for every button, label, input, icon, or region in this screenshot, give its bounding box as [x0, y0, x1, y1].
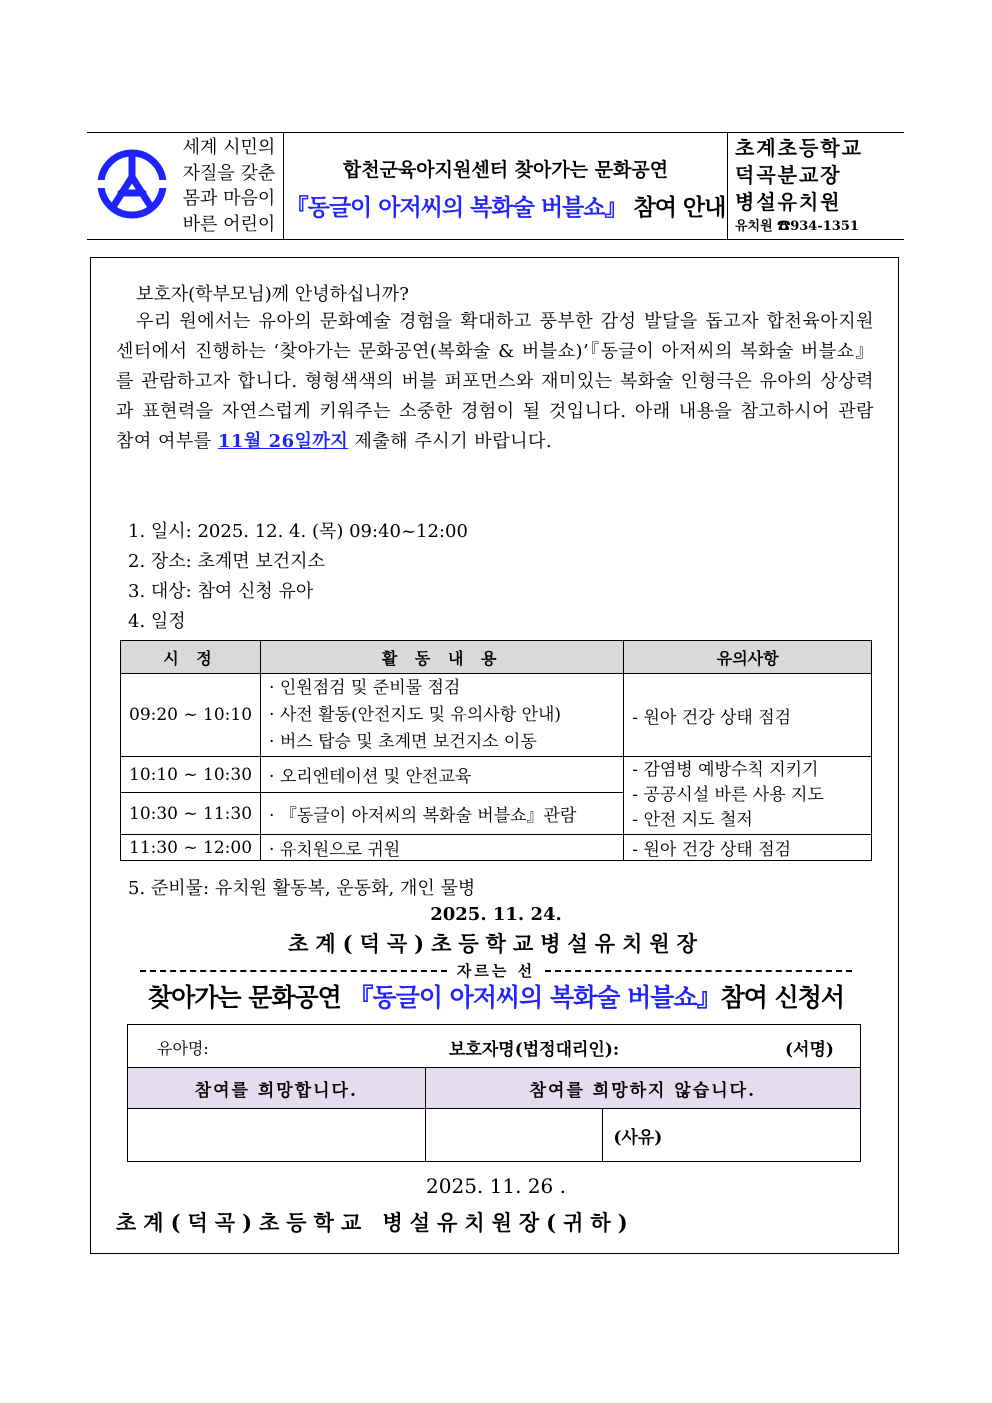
detail-schedule: 4. 일정 — [128, 611, 186, 632]
school-emblem-icon — [95, 147, 169, 221]
form-answer-row — [128, 1109, 861, 1162]
time-cell: 11:30 ~ 12:00 — [121, 835, 261, 861]
option-yes-header: 참여를 희망합니다. — [128, 1068, 426, 1109]
form-title — [0, 978, 992, 1014]
notes-cell: - 원아 건강 상태 점검 — [624, 835, 872, 861]
letter-body — [116, 307, 874, 457]
activity-line: · 사전 활동(안전지도 및 유의사항 안내) — [269, 704, 562, 725]
activity-cell: · 오리엔테이션 및 안전교육 — [261, 757, 624, 793]
divider — [727, 133, 728, 239]
activity-line: · 버스 탑승 및 초계면 보건지소 이동 — [269, 731, 537, 752]
form-info-row — [128, 1025, 861, 1068]
option-yes-field[interactable] — [128, 1109, 426, 1162]
document-header — [87, 132, 904, 240]
divider — [283, 133, 284, 239]
greeting: 보호자(학부모님)께 안녕하십니까? — [136, 284, 409, 305]
school-name-block — [735, 135, 900, 237]
detail-supplies: 5. 준비물: 유치원 활동복, 운동화, 개인 물병 — [128, 878, 476, 899]
notes-cell-merged — [624, 757, 872, 835]
column-header-activity: 활 동 내 용 — [261, 641, 624, 674]
detail-place: 2. 장소: 초계면 보건지소 — [128, 551, 325, 572]
school-name-line: 병설유치원 — [735, 190, 842, 214]
motto-line: 자질을 갖춘 — [182, 162, 276, 184]
deadline: 11월 26일까지 — [217, 431, 349, 452]
form-date: 2025. 11. 26 . — [426, 1174, 566, 1198]
letter-body-text: 우리 원에서는 유아의 문화예술 경험을 확대하고 풍부한 감성 발달을 돕고자 합천육아지원센터에서 진행하는 ‘찾아가는 문화공연(복화술 & 버블쇼)’『동글이 아저씨의 복화술 버블쇼』를 관람하고자 합니다. 형형색색의 버블 퍼포먼스와 재미있는 복화술 인형극은 유아의 상상력과 표현력을 자연스럽게 키워주는 소중한 경험이 될 것입니다. 아래 내용을 참고하시어 관람 참여 여부를 — [116, 311, 874, 452]
signer: 초계(덕곡)초등학교병설유치원장 — [288, 931, 704, 956]
school-motto — [179, 135, 279, 237]
header-title-suffix: 참여 안내 — [626, 195, 726, 221]
option-no-field[interactable] — [425, 1109, 603, 1162]
column-header-notes: 유의사항 — [624, 641, 872, 674]
note-line: - 안전 지도 철저 — [632, 810, 753, 830]
activity-cell: · 『동글이 아저씨의 복화술 버블쇼』관람 — [261, 793, 624, 835]
note-line: - 공공시설 바른 사용 지도 — [632, 785, 824, 805]
table-row — [121, 674, 872, 757]
signature-label: (서명) — [785, 1040, 834, 1060]
column-header-time: 시 정 — [121, 641, 261, 674]
school-name-line: 덕곡분교장 — [735, 163, 842, 187]
table-header-row — [121, 641, 872, 674]
form-event-title: 『동글이 아저씨의 복화술 버블쇼』 — [348, 983, 721, 1012]
time-cell: 10:10 ~ 10:30 — [121, 757, 261, 793]
table-row — [121, 757, 872, 793]
guardian-name-label: 보호자명(법정대리인): — [449, 1040, 620, 1060]
header-title-line2 — [284, 189, 727, 222]
dashed-line — [545, 970, 852, 972]
event-title: 『동글이 아저씨의 복화술 버블쇼』 — [285, 195, 627, 221]
form-title-prefix: 찾아가는 문화공연 — [147, 983, 349, 1012]
motto-line: 몸과 마음이 — [182, 188, 276, 209]
reason-field[interactable] — [603, 1109, 861, 1162]
motto-line: 바른 어린이 — [182, 213, 276, 235]
activity-cell — [261, 674, 624, 757]
time-cell: 10:30 ~ 11:30 — [121, 793, 261, 835]
form-info-cell[interactable] — [128, 1025, 861, 1068]
dashed-line — [140, 970, 447, 972]
issue-date: 2025. 11. 24. — [430, 904, 562, 925]
addressee: 초계(덕곡)초등학교 병설유치원장(귀하) — [116, 1210, 635, 1235]
reason-label: (사유) — [613, 1127, 663, 1148]
application-form — [127, 1024, 861, 1162]
form-option-row — [128, 1068, 861, 1109]
child-name-label: 유아명: — [157, 1039, 209, 1058]
motto-line: 세계 시민의 — [182, 137, 276, 158]
header-title-line1: 합천군육아지원센터 찾아가는 문화공연 — [342, 159, 669, 181]
cut-label: 자르는 선 — [456, 962, 536, 980]
option-no-header: 참여를 희망하지 않습니다. — [425, 1068, 860, 1109]
schedule-table — [120, 640, 872, 861]
letter-body-text-end: 제출해 주시기 바랍니다. — [348, 431, 553, 452]
detail-date: 1. 일시: 2025. 12. 4. (목) 09:40~12:00 — [128, 521, 468, 542]
time-cell: 09:20 ~ 10:10 — [121, 674, 261, 757]
table-row — [121, 835, 872, 861]
notes-cell: - 원아 건강 상태 점검 — [624, 674, 872, 757]
phone-number: 유치원 ☎934-1351 — [735, 219, 859, 234]
detail-target: 3. 대상: 참여 신청 유아 — [128, 581, 314, 602]
form-title-suffix: 참여 신청서 — [720, 983, 845, 1012]
school-name-line: 초계초등학교 — [735, 136, 863, 160]
activity-cell: · 유치원으로 귀원 — [261, 835, 624, 861]
note-line: - 감염병 예방수칙 지키기 — [632, 760, 819, 780]
activity-line: · 인원점검 및 준비물 점검 — [269, 677, 461, 698]
